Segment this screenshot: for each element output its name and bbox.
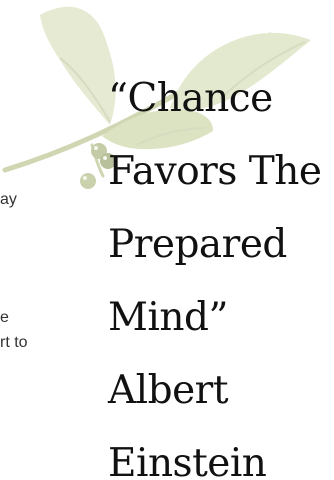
quote-block (108, 62, 334, 480)
left-text-fragment-2: e (0, 309, 9, 326)
berry-3 (80, 173, 96, 189)
quote-line-6: Einstein (108, 441, 267, 480)
quote-line-5: Albert (108, 368, 228, 413)
left-text-fragment-1: ay (0, 191, 17, 208)
quote-line-1: “Chance (108, 76, 273, 121)
quote-line-2: Favors The (108, 149, 322, 194)
quote-line-4: Mind” (108, 295, 228, 340)
left-text-fragment-3: rt to (0, 334, 28, 351)
leaf-1 (40, 7, 116, 125)
berry-highlight-1 (94, 146, 98, 150)
quote-line-3: Prepared (108, 222, 287, 267)
berry-highlight-3 (83, 176, 87, 180)
berry-highlight-2 (103, 156, 107, 160)
